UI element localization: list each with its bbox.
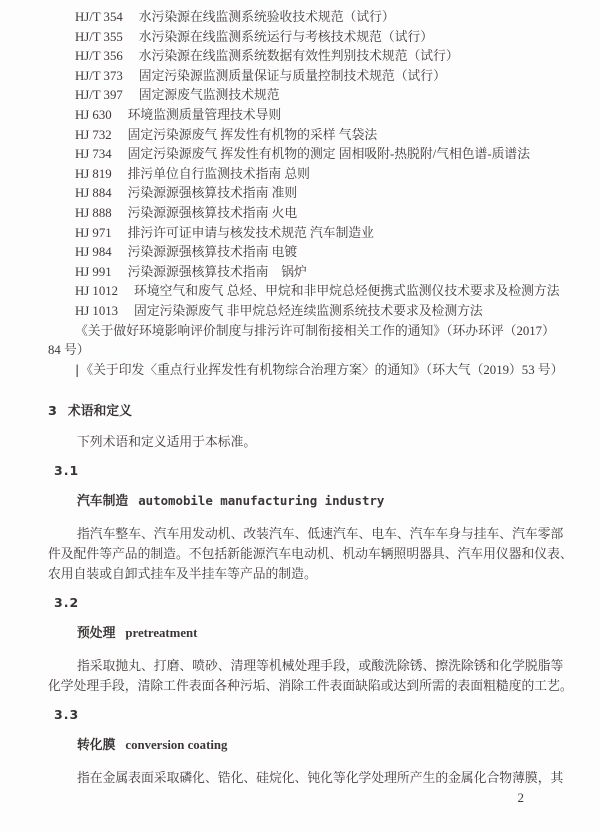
standard-title: 污染源源强核算技术指南 锅炉 xyxy=(127,264,307,279)
notice-paragraphs xyxy=(48,322,564,381)
standard-title: 固定源废气监测技术规范 xyxy=(138,88,280,103)
notice-line xyxy=(48,322,560,342)
standard-code: HJ 971 xyxy=(75,225,112,240)
standard-code: HJ 732 xyxy=(75,127,112,142)
definition-line: 件及配件等产品的制造。不包括新能源汽车电动机、机动车辆照明器具、汽车用仪器和仪表、 xyxy=(48,547,573,562)
reference-item xyxy=(48,8,560,28)
page-number: 2 xyxy=(517,790,524,805)
reference-item xyxy=(48,204,560,224)
term-definition xyxy=(48,768,564,788)
standard-title: 水污染源在线监测系统验收技术规范（试行） xyxy=(138,10,395,24)
reference-item xyxy=(48,67,560,87)
standard-code: HJ/T 355 xyxy=(75,29,123,44)
standard-code: HJ/T 397 xyxy=(75,88,123,103)
standard-title: 水污染源在线监测系统数据有效性判别技术规范（试行） xyxy=(138,49,459,64)
reference-item xyxy=(48,165,560,185)
term-zh: 预处理 xyxy=(77,626,116,642)
section-heading xyxy=(48,402,560,422)
reference-item xyxy=(48,145,560,165)
term-entry xyxy=(48,491,560,512)
reference-item xyxy=(48,126,560,146)
standard-code: HJ 1012 xyxy=(75,284,119,299)
standard-title: 排污许可证申请与核发技术规范 汽车制造业 xyxy=(127,225,374,240)
revision-bar: | xyxy=(75,362,80,378)
terms-intro: 下列术语和定义适用于本标准。 xyxy=(77,435,257,450)
term-entry xyxy=(48,623,560,644)
standard-code: HJ/T 354 xyxy=(75,10,123,24)
definition-line: 指采取抛丸、打磨、喷砂、清理等机械处理手段，或酸洗除锈、擦洗除锈和化学脱脂等 xyxy=(77,659,564,674)
standard-title: 固定污染源废气 非甲烷总烃连续监测系统技术要求及检测方法 xyxy=(134,303,483,318)
definition-line: 农用自装或自卸式挂车及半挂车等产品的制造。 xyxy=(48,567,317,582)
reference-item xyxy=(48,28,560,48)
standard-title: 环境空气和废气 总烃、甲烷和非甲烷总烃便携式监测仪技术要求及检测方法 xyxy=(134,284,560,299)
standard-code: HJ 819 xyxy=(75,166,112,181)
reference-item xyxy=(48,86,560,106)
standard-code: HJ 734 xyxy=(75,147,112,162)
term-en: conversion coating xyxy=(125,738,228,753)
standard-code: HJ/T 373 xyxy=(75,68,123,83)
definition-line: 化学处理手段，清除工件表面各种污垢、消除工件表面缺陷或达到所需的表面粗糙度的工艺。 xyxy=(48,679,573,694)
definition-line: 指汽车整车、汽车用发动机、改装汽车、低速汽车、电车、汽车车身与挂车、汽车零部 xyxy=(77,527,564,542)
standard-title: 排污单位自行监测技术指南 总则 xyxy=(127,166,310,181)
standard-code: HJ/T 356 xyxy=(75,49,123,64)
term-number: 3.3 xyxy=(54,707,80,723)
standard-title: 污染源源强核算技术指南 准则 xyxy=(127,186,298,201)
notice-line xyxy=(48,341,560,361)
term-definition xyxy=(48,656,573,696)
notice-text: 《关于做好环境影响评价制度与排污许可制衔接相关工作的通知》（环办环评（2017） xyxy=(75,323,555,338)
standard-title: 固定污染源废气 挥发性有机物的采样 气袋法 xyxy=(127,127,378,142)
term-definition xyxy=(48,524,573,584)
reference-item xyxy=(48,302,560,322)
term-entry xyxy=(48,735,560,756)
notice-text: 84 号） xyxy=(48,343,90,358)
notice-line xyxy=(48,361,564,381)
standard-code: HJ 1013 xyxy=(75,303,119,318)
standard-title: 水污染源在线监测系统运行与考核技术规范（试行） xyxy=(138,29,434,44)
standard-code: HJ 630 xyxy=(75,107,112,122)
section-title: 术语和定义 xyxy=(67,404,132,420)
standard-reference-list xyxy=(48,8,560,322)
standard-title: 固定污染源监测质量保证与质量控制技术规范（试行） xyxy=(138,68,446,83)
term-number: 3.1 xyxy=(54,463,80,479)
term-number: 3.2 xyxy=(54,595,80,611)
section-number: 3 xyxy=(48,404,57,420)
term-en: pretreatment xyxy=(125,626,198,641)
definition-line: 指在金属表面采取磷化、锆化、硅烷化、钝化等化学处理所产生的金属化合物薄膜，其 xyxy=(77,771,564,786)
reference-item xyxy=(48,47,560,67)
reference-item xyxy=(48,224,560,244)
standard-title: 固定污染源废气 挥发性有机物的测定 固相吸附-热脱附/气相色谱-质谱法 xyxy=(127,147,531,162)
standard-title: 环境监测质量管理技术导则 xyxy=(127,107,282,122)
standard-code: HJ 984 xyxy=(75,245,112,260)
reference-item xyxy=(48,282,560,302)
reference-item xyxy=(48,184,560,204)
standard-code: HJ 884 xyxy=(75,186,112,201)
reference-item xyxy=(48,243,560,263)
term-zh: 汽车制造 xyxy=(77,494,129,510)
standard-code: HJ 991 xyxy=(75,264,112,279)
standard-title: 污染源源强核算技术指南 电镀 xyxy=(127,245,298,260)
standard-code: HJ 888 xyxy=(75,205,112,220)
term-zh: 转化膜 xyxy=(77,738,116,754)
reference-item xyxy=(48,106,560,126)
term-en: automobile manufacturing industry xyxy=(138,493,385,509)
reference-item xyxy=(48,263,560,283)
terms-and-definitions xyxy=(48,461,573,788)
standard-title: 污染源源强核算技术指南 火电 xyxy=(127,205,298,220)
notice-text: 《关于印发〈重点行业挥发性有机物综合治理方案〉的通知》（环大气（2019）53 号） xyxy=(80,362,564,377)
